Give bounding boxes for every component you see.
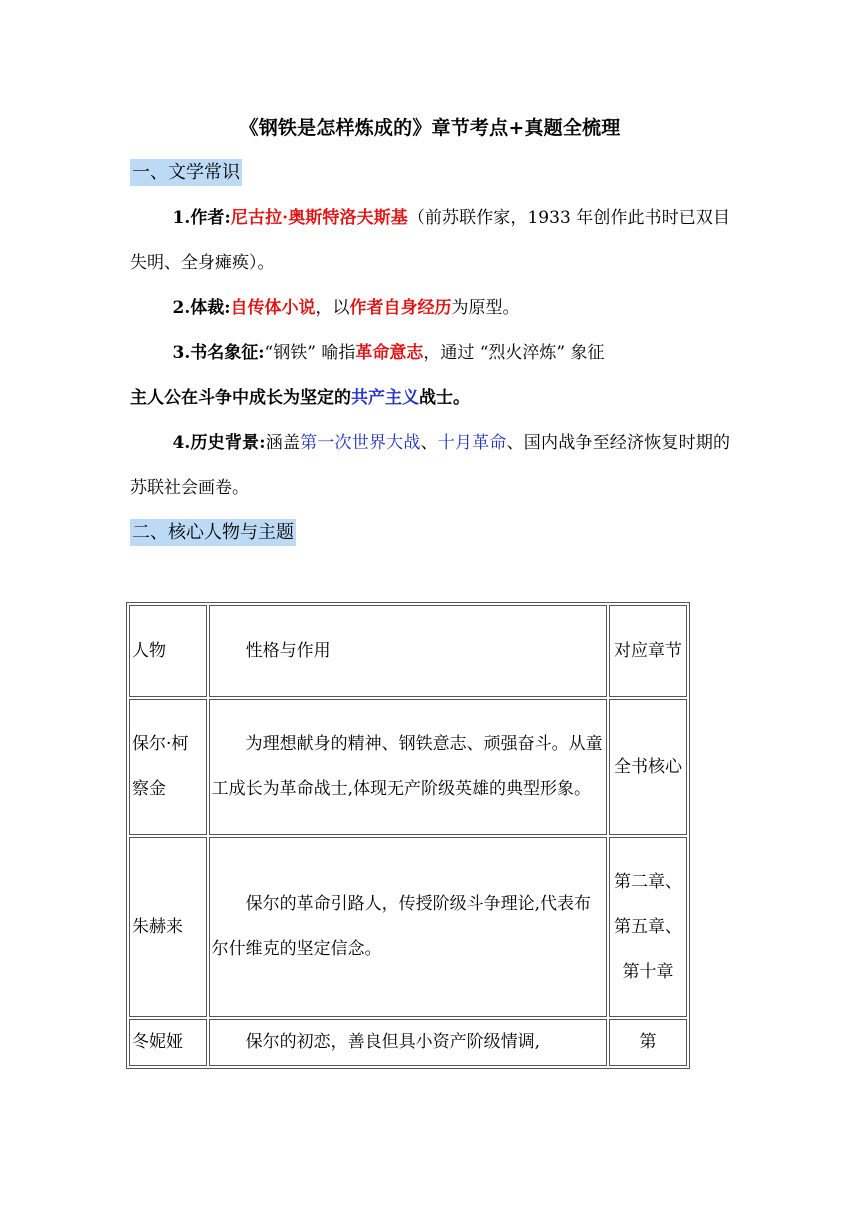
header-role: 性格与作用: [209, 605, 607, 697]
cell-role: 保尔的初恋，善良但具小资产阶级情调,: [209, 1019, 607, 1066]
author-label: 1.作者:: [172, 208, 231, 228]
cell-role: 为理想献身的精神、钢铁意志、顽强奋斗。从童工成长为革命战士,体现无产阶级英雄的典型形象。: [209, 699, 607, 835]
table-header-row: [129, 605, 687, 697]
history-october: 十月革命: [437, 433, 507, 453]
symbolism-communism: 共产主义: [351, 388, 419, 408]
document-title: 《钢铁是怎样炼成的》章节考点+真题全梳理: [239, 117, 621, 139]
cell-role: 保尔的革命引路人，传授阶级斗争理论,代表布尔什维克的坚定信念。: [209, 837, 607, 1017]
symbolism-text-d: 战士。: [419, 388, 470, 408]
history-text-a: 涵盖: [265, 433, 301, 453]
author-note: （前苏联作家，1933 年创作此书时已双目失明、全身瘫痪）。: [130, 208, 730, 273]
symbolism-text-b: ，通过 “烈火淬炼” 象征: [423, 343, 605, 363]
symbolism-text-c: 主人公在斗争中成长为坚定的: [130, 388, 351, 408]
paragraph-title-symbolism: [130, 331, 730, 421]
paragraph-genre: [130, 286, 730, 331]
table-row: [129, 837, 687, 1017]
character-table: [126, 602, 690, 1069]
cell-chapter: 全书核心: [609, 699, 687, 835]
genre-label: 2.体裁:: [172, 298, 231, 318]
symbolism-label: 3.书名象征:: [172, 343, 265, 363]
cell-person: 保尔·柯察金: [129, 699, 207, 835]
paragraph-history: [130, 421, 730, 511]
paragraph-author: [130, 196, 730, 286]
header-chapter: 对应章节: [609, 605, 687, 697]
table-row: [129, 1019, 687, 1066]
history-text-b: 、国内战争至经济恢复时期的苏联社会画卷。: [130, 433, 731, 498]
cell-chapter: 第: [609, 1019, 687, 1066]
history-ww1: 第一次世界大战: [300, 433, 421, 453]
cell-chapter: 第二章、第五章、第十章: [609, 837, 687, 1017]
history-sep: 、: [420, 433, 438, 453]
section-heading-characters: 二、核心人物与主题: [130, 519, 296, 546]
genre-basis: 作者自身经历: [349, 298, 452, 318]
header-person: 人物: [129, 605, 207, 697]
symbolism-will: 革命意志: [355, 343, 424, 363]
genre-value: 自传体小说: [230, 298, 316, 318]
section-heading-literary-knowledge: 一、文学常识: [130, 159, 242, 186]
cell-person: 冬妮娅: [129, 1019, 207, 1066]
symbolism-text-a: “钢铁” 喻指: [264, 343, 356, 363]
genre-end: 为原型。: [451, 298, 520, 318]
table-row: [129, 699, 687, 835]
history-label: 4.历史背景:: [172, 433, 266, 453]
cell-person: 朱赫来: [129, 837, 207, 1017]
author-name: 尼古拉·奥斯特洛夫斯基: [230, 208, 408, 228]
genre-connector: ，以: [315, 298, 350, 318]
